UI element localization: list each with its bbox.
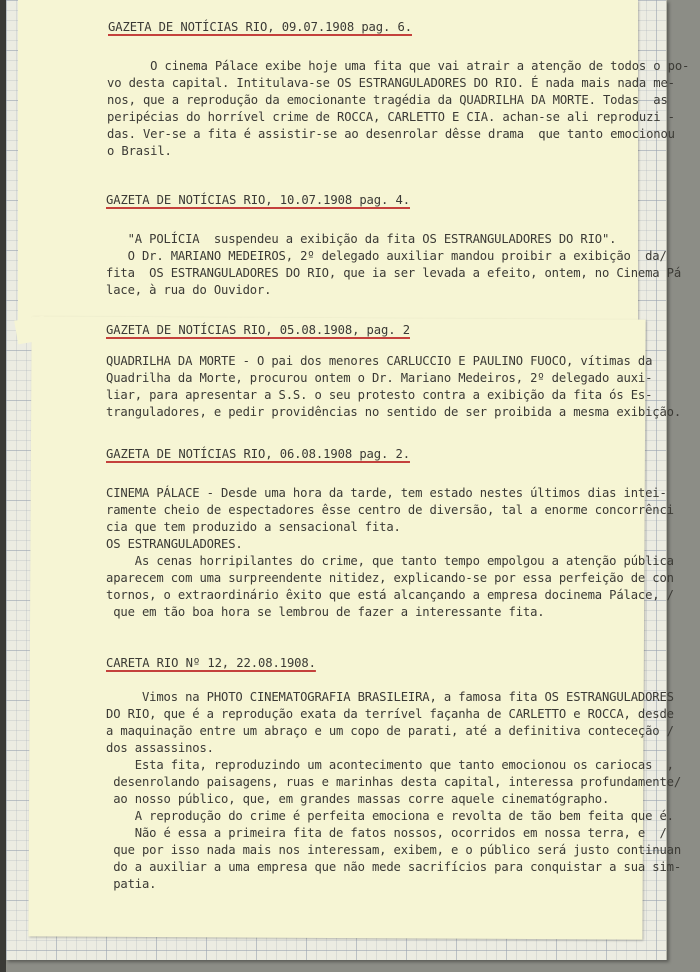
text-line: dos assassinos. (106, 741, 214, 755)
text-line: "A POLÍCIA suspendeu a exibição da fita OS ESTRANGULADORES DO RIO". (106, 232, 617, 246)
text-line: Vimos na PHOTO CINEMATOGRAFIA BRASILEIRA, a famosa fita OS ESTRANGULADORES (106, 690, 674, 704)
section-heading: CARETA RIO Nº 12, 22.08.1908. (106, 656, 316, 670)
text-line: lace, à rua do Ouvidor. (106, 283, 272, 297)
section-heading: GAZETA DE NOTÍCIAS RIO, 05.08.1908, pag. 2 (106, 323, 410, 337)
text-line: que por isso nada mais nos interessam, exibem, e o público será justo continuan (106, 843, 681, 857)
text-line: Quadrilha da Morte, procurou ontem o Dr. Mariano Medeiros, 2º delegado auxi- (106, 371, 653, 385)
text-line: CINEMA PÁLACE - Desde uma hora da tarde, tem estado nestes últimos dias intei- (106, 486, 667, 500)
text-line: aparecem com uma surpreendente nitidez, explicando-se por essa perfeição de con (106, 571, 674, 585)
text-line: o Brasil. (107, 144, 172, 158)
text-line: OS ESTRANGULADORES. (106, 537, 243, 551)
text-line: liar, para apresentar a S.S. o seu protesto contra a exibição da fita ós Es- (106, 388, 653, 402)
section-body (106, 486, 674, 622)
text-line: peripécias do horrível crime de ROCCA, CARLETTO E CIA. achan-se ali reproduzi - (107, 110, 675, 124)
text-line: O Dr. MARIANO MEDEIROS, 2º delegado auxiliar mandou proibir a exibição da/ (106, 249, 667, 263)
section-heading: GAZETA DE NOTÍCIAS RIO, 10.07.1908 pag. 4. (106, 193, 410, 207)
text-line: vo desta capital. Intitulava-se OS ESTRANGULADORES DO RIO. É nada mais nada me- (107, 76, 675, 90)
text-line: Não é essa a primeira fita de fatos nossos, ocorridos em nossa terra, e / (106, 826, 667, 840)
text-line: Esta fita, reproduzindo um acontecimento que tanto emocionou os cariocas , (106, 758, 674, 772)
paper-fold-corner (14, 316, 48, 345)
section-heading: GAZETA DE NOTÍCIAS RIO, 06.08.1908 pag. 2. (106, 447, 410, 461)
text-line: fita OS ESTRANGULADORES DO RIO, que ia ser levada a efeito, ontem, no Cinema Pá (106, 266, 681, 280)
text-line: das. Ver-se a fita é assistir-se ao desenrolar dêsse drama que tanto emocionou (107, 127, 675, 141)
text-line: ao nosso público, que, em grandes massas corre aquele cinematógrapho. (106, 792, 610, 806)
text-line: patia. (106, 877, 157, 891)
section-body (106, 690, 681, 894)
section-body (107, 59, 689, 161)
text-line: O cinema Pálace exibe hoje uma fita que vai atrair a atenção de todos o po- (107, 59, 690, 73)
text-line: DO RIO, que é a reprodução exata da terrível façanha de CARLETTO e ROCCA, desde (106, 707, 674, 721)
text-line: tornos, o extraordinário êxito que está alcançando a empresa docinema Pálace, / (106, 588, 674, 602)
text-line: tranguladores, e pedir providências no sentido de ser proibida a mesma exibição. (106, 405, 681, 419)
text-line: As cenas horripilantes do crime, que tanto tempo empolgou a atenção pública (106, 554, 674, 568)
text-line: QUADRILHA DA MORTE - O pai dos menores CARLUCCIO E PAULINO FUOCO, vítimas da (106, 354, 653, 368)
section-body (106, 232, 681, 300)
section-heading: GAZETA DE NOTÍCIAS RIO, 09.07.1908 pag. 6. (108, 20, 412, 34)
text-line: a maquinação entre um abraço e um copo de parati, até a definitiva conteceção / (106, 724, 674, 738)
text-line: ramente cheio de espectadores êsse centro de diversão, tal a enorme concorrênci (106, 503, 674, 517)
section-body (106, 354, 681, 422)
text-line: que em tão boa hora se lembrou de fazer a interessante fita. (106, 605, 545, 619)
text-line: do a auxiliar a uma empresa que não mede sacrifícios para conquistar a sua sim- (106, 860, 681, 874)
text-line: nos, que a reprodução da emocionante tragédia da QUADRILHA DA MORTE. Todas as (107, 93, 668, 107)
text-line: desenrolando paisagens, ruas e marinhas desta capital, interessa profundamente/ (106, 775, 681, 789)
text-line: cia que tem produzido a sensacional fita. (106, 520, 401, 534)
text-line: A reprodução do crime é perfeita emociona e revolta de tão bem feita que é. (106, 809, 674, 823)
